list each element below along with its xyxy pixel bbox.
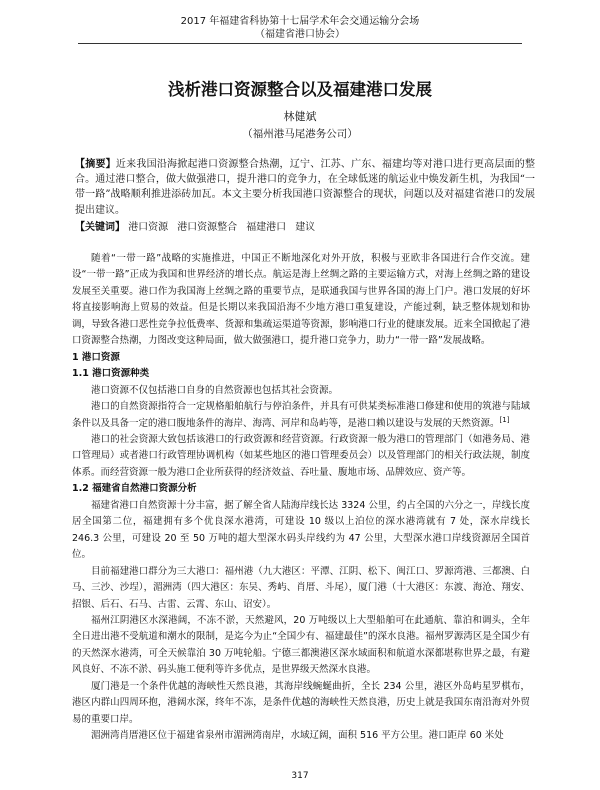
- abstract-label: 【摘要】: [75, 159, 116, 170]
- author-name: 林健斌: [283, 110, 317, 123]
- body-paragraph: 港口资源不仅包括港口自身的自然资源也包括其社会资源。: [91, 384, 339, 396]
- body-paragraph: 港口的社会资源大致包括该港口的行政资源和经营资源。行政资源一般为港口的管理部门（如港务局、港口管理局）或者港口行政管理协调机构（如某些地区的港口管理委员会）以及管理部门的相关行政法规，制度体系。而经营资源一般为港口企业所获得的经济效益、吞吐量、腹地市场、品牌效应、资产等。: [72, 433, 530, 478]
- abstract: [75, 157, 535, 218]
- header-rule: [78, 43, 522, 44]
- author-affiliation: （福州港马尾港务公司）: [242, 128, 358, 140]
- body-paragraph: [72, 399, 530, 432]
- running-header-conference: 2017 年福建省科协第十七届学术年会交通运输分会场: [180, 16, 420, 27]
- paper-title: 浅析港口资源整合以及福建港口发展: [168, 80, 432, 99]
- subsection-heading: 1.2 福建省自然港口资源分析: [72, 483, 197, 495]
- body-paragraph: 湄洲湾肖厝港区位于福建省泉州市湄洲湾南岸，水域辽阔，面积 516 平方公里。港口距岸 60 米处: [91, 730, 504, 742]
- intro-paragraph: 随着“一带一路”战略的实施推进，中国正不断地深化对外开放，积极与亚欧非各国进行合作交流。建设“一带一路”正成为我国和世界经济的增长点。航运是海上丝绸之路的主要运输方式，对海上丝绸之路的建设发展至关重要。港口作为我国海上丝绸之路的重要节点，是联通我国与世界各国的海上门户。港口发展的好坏将直接影响海上贸易的效益。但是长期以来我国沿海不少地方港口重复建设，产能过剩，缺乏整体规划和协调，导致各港口恶性竞争拉低费率、货源和集疏运渠道等资源，影响港口行业的健康发展。近来全国掀起了港口资源整合热潮，力图改变这种局面，做大做强港口，提升港口竞争力，助力“一带一路”发展战略。: [72, 253, 530, 347]
- keyword: 港口资源整合: [177, 222, 238, 233]
- section-heading: 1 港口资源: [72, 351, 120, 363]
- citation-ref: [1]: [499, 415, 510, 424]
- body-paragraph: 福建省港口自然资源十分丰富，据了解全省人陆海岸线长达 3324 公里，约占全国的六分之一，岸线长度居全国第二位，福建拥有多个优良深水港湾，可建设 10 级以上泊位的深水港湾就有 7 处，深水岸线长 246.3 公里，可建设 20 至 50 万吨的超大型深水码头岸线约为 47 公里，大型深水港口岸线资源居全国首位。: [72, 499, 530, 561]
- body-paragraph-text: 港口的自然资源指符合一定规格船舶航行与停泊条件，并具有可供某类标准港口修建和使用的筑港与陆域条件以及具备一定的港口腹地条件的海岸、海湾、河岸和岛屿等，是港口赖以建设与发展的天然资源。: [72, 401, 530, 429]
- keywords-label: 【关键词】: [75, 222, 125, 233]
- body-text: [72, 251, 530, 745]
- page-number: 317: [291, 771, 309, 781]
- abstract-text: 近来我国沿海掀起港口资源整合热潮，辽宁、江苏、广东、福建均等对港口进行更高层面的整合。通过港口整合，做大做强港口，提升港口的竞争力，在全球低迷的航运业中焕发新生机，为我国“一带一路”战略顺利推进添砖加瓦。本文主要分析我国港口资源整合的现状，问题以及对福建省港口的发展提出建议。: [75, 159, 536, 216]
- body-paragraph: 目前福建港口群分为三大港口：福州港（九大港区：平潭、江阴、松下、闽江口、罗源湾港、三都澳、白马、三沙、沙埕），湄洲湾（四大港区：东吴、秀屿、肖厝、斗尾），厦门港（十大港区：东渡、海沧、翔安、招银、后石、石马、古雷、云霄、东山、诏安）。: [72, 565, 530, 610]
- keyword: 福建港口: [246, 222, 287, 233]
- keyword: 港口资源: [128, 222, 169, 233]
- keywords: [75, 221, 535, 235]
- keyword: 建议: [295, 222, 316, 233]
- running-header-organization: （福建省港口协会）: [255, 29, 345, 40]
- body-paragraph: 福州江阴港区水深港阔，不冻不淤，天然避风，20 万吨级以上大型船舶可在此通航、靠泊和调头，全年全日进出港不受航道和潮水的限制，是迄今为止“全国少有、福建最佳”的深水良港。福州罗源湾区是全国少有的天然深水港湾，可全天候靠泊 30 万吨轮船。宁德三都澳港区深水域面积和航道水深都堪称世界之最，有避风良好、不冻不淤、码头施工便利等许多优点，是世界级天然深水良港。: [72, 614, 530, 676]
- body-paragraph: 厦门港是一个条件优越的海峡性天然良港，其海岸线蜿蜒曲折，全长 234 公里，港区外岛屿星罗棋布，港区内群山四周环抱，港阔水深，终年不冻，是条件优越的海峡性天然良港，历史上就是我国东南沿海对外贸易的重要口岸。: [72, 680, 530, 725]
- subsection-heading: 1.1 港口资源种类: [72, 368, 150, 380]
